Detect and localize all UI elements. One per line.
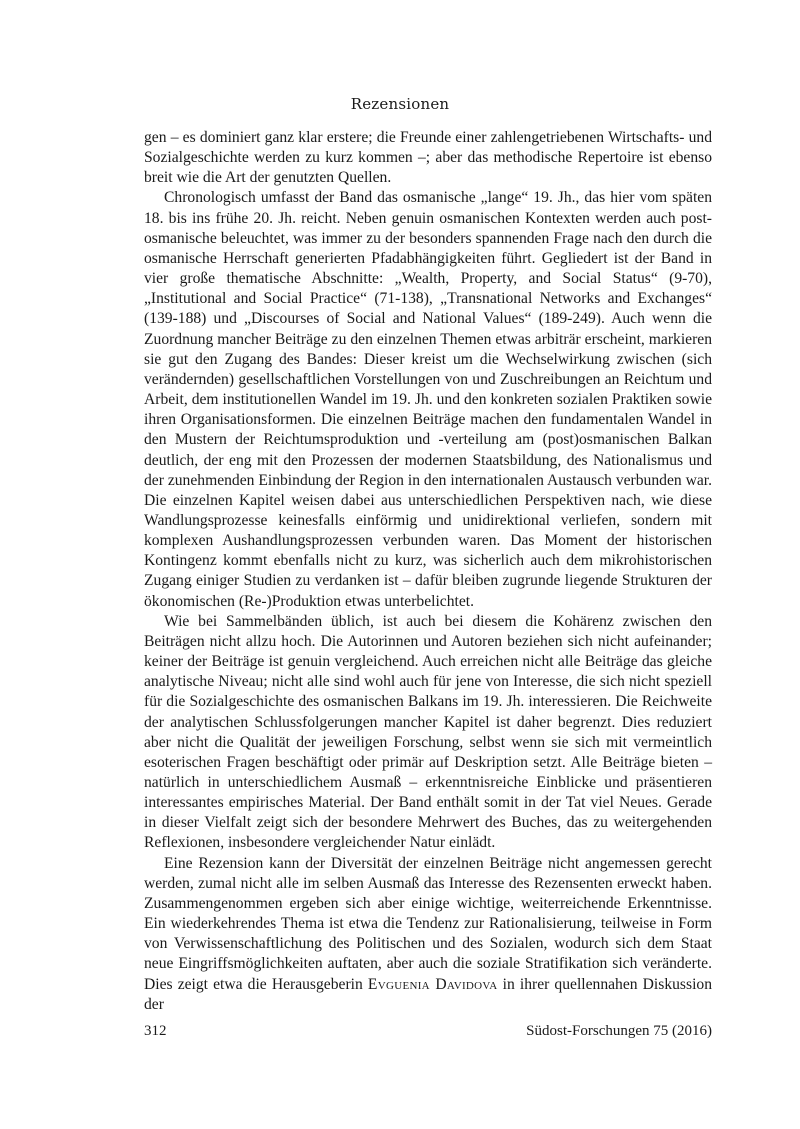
journal-citation: Südost-Forschungen 75 (2016) xyxy=(526,1023,712,1039)
body-text xyxy=(144,128,712,1015)
paragraph-1: gen – es dominiert ganz klar erstere; die Freunde einer zahlengetriebenen Wirtschafts- und Sozialgeschichte werden zu kurz kommen –; aber das methodische Repertoire ist ebenso breit wie die Art der genutzten Quellen. xyxy=(144,129,712,187)
author-name: Evguenia Davidova xyxy=(367,975,498,993)
paragraph-3: Wie bei Sammelbänden üblich, ist auch bei diesem die Kohärenz zwischen den Beiträgen nicht allzu hoch. Die Autorinnen und Autoren beziehen sich nicht aufeinander; keiner der Beiträge ist genuin vergleichend. Auch erreichen nicht alle Beiträge das gleiche analytische Niveau; nicht alle sind wohl auch für jene von Interesse, die sich nicht speziell für die Sozialgeschichte des osmanischen Balkans im 19. Jh. interessieren. Die Reichweite der analytischen Schlussfolgerungen mancher Kapitel ist daher begrenzt. Dies reduziert aber nicht die Qualität der jeweiligen Forschung, selbst wenn sie sich mit vermeintlich esoterischen Fragen beschäftigt oder primär auf Deskription setzt. Alle Beiträge bieten – natürlich in unterschiedlichem Ausmaß – erkenntnisreiche Einblicke und präsentieren interessantes empirisches Material. Der Band enthält somit in der Tat viel Neues. Gerade in dieser Vielfalt zeigt sich der besondere Mehrwert des Buches, das zu weitergehenden Reflexionen, insbesondere vergleichender Natur einlädt. xyxy=(144,612,712,852)
page-number: 312 xyxy=(144,1023,167,1039)
paragraph-4 xyxy=(144,854,712,1015)
paragraph-2: Chronologisch umfasst der Band das osmanische „lange“ 19. Jh., das hier vom späten 18. bis ins frühe 20. Jh. reicht. Neben genuin osmanischen Kontexten werden auch post-osmanische beleuchtet, was immer zu der besonders spannenden Frage nach den durch die osmanische Herrschaft generierten Pfadabhängigkeiten führt. Gegliedert ist der Band in vier große thematische Abschnitte: „Wealth, Property, and Social Status“ (9-70), „Institutional and Social Practice“ (71-138), „Transnational Networks and Exchanges“ (139-188) und „Discourses of Social and National Values“ (189-249). Auch wenn die Zuordnung mancher Beiträge zu den einzelnen Themen etwas arbiträr erscheint, markieren sie gut den Zugang des Bandes: Dieser kreist um die Wechselwirkung zwischen (sich verändernden) gesellschaftlichen Vorstellungen von und Zuschreibungen an Reichtum und Arbeit, dem institutionellen Wandel im 19. Jh. und den konkreten sozialen Praktiken sowie ihren Organisationsformen. Die einzelnen Beiträge machen den fundamentalen Wandel in den Mustern der Reichtumsproduktion und -verteilung am (post)osmanischen Balkan deutlich, der eng mit den Prozessen der modernen Staatsbildung, des Nationalismus und der zunehmenden Einbindung der Region in den internationalen Austausch verbunden war. Die einzelnen Kapitel weisen dabei aus unterschiedlichen Perspektiven nach, wie diese Wandlungsprozesse keinesfalls einförmig und unidirektional verliefen, sondern mit komplexen Aushandlungsprozessen verbunden waren. Das Moment der historischen Kontingenz kommt ebenfalls nicht zu kurz, was sicherlich auch dem mikrohistorischen Zugang einiger Studien zu verdanken ist – dafür bleiben zugrunde liegende Strukturen der ökonomischen (Re-)Produktion etwas unterbelichtet. xyxy=(144,189,712,610)
paragraph-4-text: Eine Rezension kann der Diversität der einzelnen Beiträge nicht angemessen gerecht werden, zumal nicht alle im selben Ausmaß das Interesse des Rezensenten erweckt haben. Zusammengenommen ergeben sich aber einige wichtige, weiterreichende Erkenntnisse. Ein wiederkehrendes Thema ist etwa die Tendenz zur Rationalisierung, teilweise in Form von Verwissenschaftlichung des Politischen und des Sozialen, wodurch sich dem Staat neue Eingriffsmöglichkeiten auftaten, aber auch die soziale Stratifikation sich veränderte. Dies zeigt etwa die Herausgeberin xyxy=(144,854,712,993)
running-head: Rezensionen xyxy=(350,95,450,113)
paragraph-4-tail: in ihrer quellennahen Diskussion der xyxy=(144,975,712,1013)
